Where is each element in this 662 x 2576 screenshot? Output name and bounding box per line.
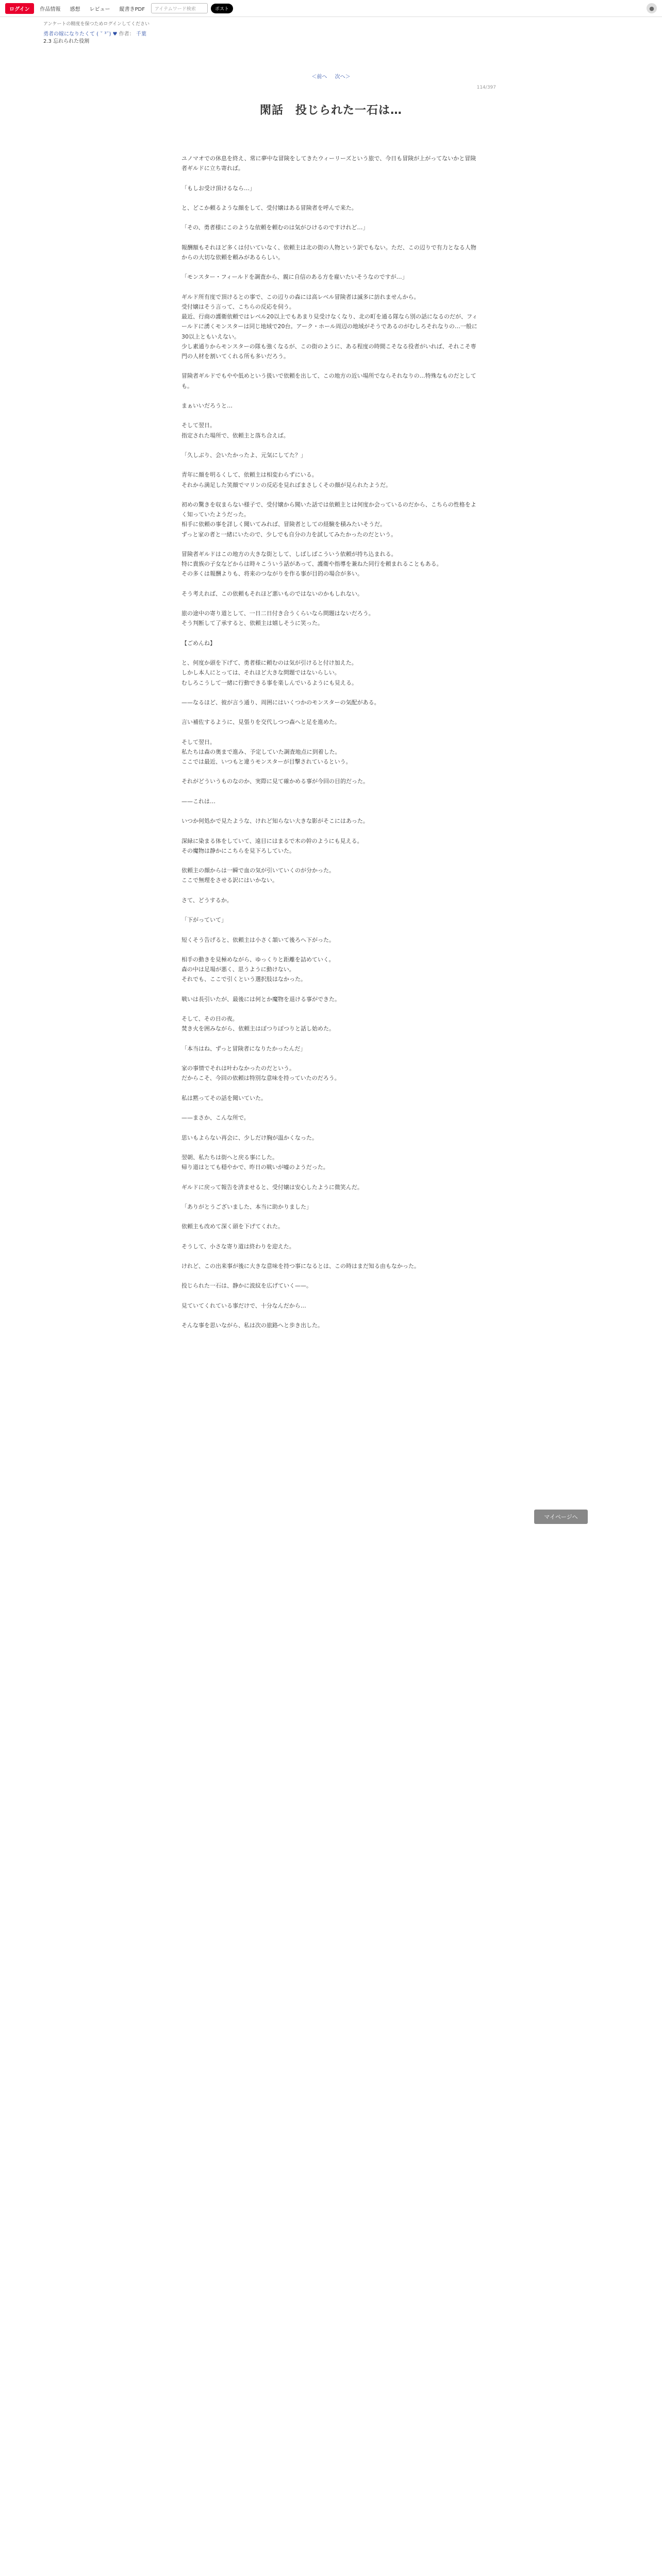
body-paragraph: そんな事を思いながら、私は次の旅路へと歩き出した。: [181, 1322, 323, 1329]
blank-line: [181, 599, 481, 608]
blank-line: [181, 1172, 481, 1182]
notice-prefix: アンケートの精度を保つため: [43, 22, 104, 27]
blank-line: [181, 490, 481, 500]
body-paragraph: 冒険者ギルドはこの地方の大きな街として、しばしばこういう依頼が持ち込まれる。: [181, 550, 397, 557]
novel-body: [181, 154, 481, 1330]
body-paragraph: さて、どうするか。: [181, 896, 233, 904]
body-paragraph: と、どこか頼るような顔をして、受付嬢はある冒険者を呼んで来た。: [181, 204, 357, 211]
login-button[interactable]: ログイン: [5, 3, 34, 14]
body-paragraph: 「ありがとうございました、本当に助かりました」: [181, 1203, 312, 1210]
notice-suffix: してください: [122, 22, 150, 27]
user-icon[interactable]: ●: [647, 3, 657, 13]
blank-line: [181, 1192, 481, 1202]
body-paragraph: ——まさか、こんな所で。: [181, 1114, 250, 1122]
blank-line: [181, 1123, 481, 1132]
blank-line: [181, 539, 481, 549]
body-paragraph: 見ていてくれている事だけで、十分なんだから…: [181, 1302, 306, 1309]
body-paragraph: その多くは報酬よりも、将来のつながりを作る事が目的の場合が多い。: [181, 570, 363, 578]
body-paragraph: ここで無理をさせる訳にはいかない。: [181, 877, 278, 884]
body-paragraph: 戦いは長引いたが、最後には何とか魔物を退ける事ができた。: [181, 995, 340, 1003]
body-paragraph: そして翌日。: [181, 422, 216, 429]
blank-line: [181, 1251, 481, 1261]
body-paragraph: 「モンスター・フィールドを調査から、親に自信のある方を雇いたいそうなのですが…」: [181, 274, 408, 281]
body-paragraph: ギルド所有度で頂けるとの事で、この辺りの森には高レベル冒険者は滅多に訪れませんから。: [181, 293, 420, 300]
body-paragraph: そうして、小さな寄り道は終わりを迎えた。: [181, 1243, 295, 1250]
blank-line: [181, 905, 481, 915]
body-paragraph: ユノマオでの休息を終え、常に夢中な冒険をしてきたウィーリーズという旅で、今日も冒険が上がってないかと冒険者ギルドに立ち寄れば。: [181, 155, 476, 172]
body-paragraph: 短くそう告げると、依頼主は小さく頷いて後ろへ下がった。: [181, 936, 335, 943]
blank-line: [181, 688, 481, 698]
body-paragraph: と、何度か頭を下げて、勇者様に頼むのは気が引けると付け加えた。: [181, 659, 357, 667]
body-paragraph: 言い補佐するように、見張りを交代しつつ森へと足を進めた。: [181, 719, 340, 726]
notice-login-link[interactable]: ログイン: [103, 22, 122, 27]
blank-line: [181, 629, 481, 638]
body-paragraph: 相手の動きを見極めながら、ゆっくりと距離を詰めていく。: [181, 956, 335, 963]
body-paragraph: 報酬額もそれほど多くは付いていなく、依頼主は北の街の人物という訳でもない。ただ、この辺りで有力となる人物からの大切な依頼を頼みがあるらしい。: [181, 244, 476, 261]
body-paragraph: 受付嬢はそう言って、こちらの反応を伺う。: [181, 303, 295, 310]
blank-line: [181, 213, 481, 223]
pager-top: [0, 72, 662, 80]
author-link[interactable]: 千葉: [136, 31, 146, 37]
body-paragraph: 「下がっていて」: [181, 917, 227, 924]
blank-line: [181, 1083, 481, 1093]
body-paragraph: そう判断して了承すると、依頼主は嬉しそうに笑った。: [181, 620, 323, 627]
mypage-button[interactable]: マイページへ: [534, 1510, 588, 1524]
body-paragraph: 【ごめんね】: [181, 639, 216, 647]
body-paragraph: 「久しぶり、会いたかったよ、元気にしてた？」: [181, 451, 306, 459]
nav-item-info[interactable]: 作品情報: [40, 6, 61, 12]
body-paragraph: 「本当はね、ずっと冒険者になりたかったんだ」: [181, 1045, 306, 1052]
body-paragraph: 森の中は足場が悪く、思うように動けない。: [181, 966, 295, 973]
login-notice: [0, 17, 662, 27]
next-link[interactable]: 次へ＞: [335, 74, 351, 80]
body-paragraph: ——これは…: [181, 798, 216, 805]
body-paragraph: 少し素通りからモンスターの隊も強くなるが、この街のように、ある程度の時間こそなる役者がいれば、それこそ専門の人材を割いてくれる所も多いだろう。: [181, 343, 476, 360]
blank-line: [181, 579, 481, 589]
body-paragraph: 青年に顔を明るくして、依頼主は相変わらずにいる。: [181, 471, 318, 479]
blank-line: [181, 1054, 481, 1063]
blank-line: [181, 1212, 481, 1222]
blank-line: [181, 173, 481, 183]
body-paragraph: けれど、この出来事が後に大きな意味を持つ事になるとは、この時はまだ知る由もなかった。: [181, 1263, 420, 1270]
blank-line: [181, 925, 481, 935]
body-paragraph: 依頼主の顔からは一瞬で血の気が引いていくのが分かった。: [181, 867, 335, 874]
blank-line: [181, 856, 481, 866]
blank-line: [181, 1271, 481, 1281]
content-area: [166, 85, 496, 1330]
nav-item-impressions[interactable]: 感想: [70, 6, 80, 12]
blank-line: [181, 985, 481, 994]
blank-line: [181, 945, 481, 955]
blank-line: [181, 1004, 481, 1014]
blank-line: [181, 411, 481, 420]
body-paragraph: しかし本人にとっては、それほど大きな問題ではないらしい。: [181, 669, 340, 676]
body-paragraph: 「もしお受け頂けるなら…」: [181, 184, 255, 192]
body-paragraph: 旅の途中の寄り道として、一日二日付き合うくらいなら問題はないだろう。: [181, 610, 374, 617]
body-paragraph: それでも、ここで引くという選択肢はなかった。: [181, 976, 306, 983]
body-paragraph: それがどういうものなのか、実際に見て確かめる事が今回の目的だった。: [181, 778, 369, 785]
blank-line: [181, 886, 481, 895]
blank-line: [181, 1103, 481, 1113]
blank-line: [181, 282, 481, 292]
author-label: 作者：: [119, 31, 135, 37]
body-paragraph: 指定された場所で、依頼主と落ち合えば。: [181, 432, 289, 439]
blank-line: [181, 1232, 481, 1242]
body-paragraph: 特に貴族の子女などからは時々こういう話があって、護衛や指導を兼ねた同行を頼まれることもある。: [181, 561, 442, 568]
body-paragraph: 帰り道はとても穏やかで、昨日の戦いが嘘のようだった。: [181, 1164, 329, 1171]
prev-link[interactable]: ＜前へ: [311, 74, 327, 80]
body-paragraph: 投じられた一石は、静かに波紋を広げていく——。: [181, 1282, 312, 1290]
blank-line: [181, 361, 481, 371]
chapter-title: 閑話 投じられた一石は…: [259, 104, 402, 117]
body-paragraph: ——なるほど、彼が言う通り、周囲にはいくつかのモンスターの気配がある。: [181, 699, 380, 706]
top-navigation-bar: [0, 0, 662, 17]
body-paragraph: 「その、勇者様にこのような依頼を頼むのは気がひけるのですけれど…」: [181, 224, 369, 231]
x-post-button[interactable]: ポスト: [211, 4, 233, 13]
body-paragraph: だからこそ、今回の依頼は特別な意味を持っていたのだろう。: [181, 1075, 340, 1082]
blank-line: [181, 648, 481, 658]
body-paragraph: 私は黙ってその話を聞いていた。: [181, 1094, 267, 1101]
nav-item-pdf[interactable]: 縦書きPDF: [119, 6, 145, 12]
blank-line: [181, 787, 481, 796]
body-paragraph: まぁいいだろうと…: [181, 402, 233, 409]
blank-line: [181, 1143, 481, 1153]
nav-item-review[interactable]: レビュー: [89, 6, 110, 12]
blank-line: [181, 1034, 481, 1044]
blank-line: [181, 707, 481, 717]
body-paragraph: そう考えれば、この依頼もそれほど悪いものではないのかもしれない。: [181, 590, 363, 597]
body-paragraph: いつか何処かで見たような、けれど知らない大きな影がそこにはあった。: [181, 818, 369, 825]
body-paragraph: 家の事情でそれは叶わなかったのだという。: [181, 1065, 295, 1072]
blank-line: [181, 806, 481, 816]
body-paragraph: ギルドに戻って報告を済ませると、受付嬢は安心したように微笑んだ。: [181, 1183, 363, 1191]
body-paragraph: 相手に依頼の事を詳しく聞いてみれば、冒険者としての経験を積みたいそうだ。: [181, 521, 386, 528]
blank-line: [181, 262, 481, 272]
body-paragraph: 冒険者ギルドでもやや低めという扱いで依頼を出して、この地方の近い場所でならそれなりの…特殊なものだとしても。: [181, 372, 476, 389]
chapter-line: 2.3 忘れられた役割: [43, 39, 90, 44]
body-paragraph: それから満足した笑顔でマリンの反応を見ればまさしくその顔が見られたようだ。: [181, 481, 391, 488]
body-paragraph: 依頼主も改めて深く頭を下げてくれた。: [181, 1223, 284, 1230]
body-paragraph: むしろこうして一緒に行動できる事を楽しんでいるようにも見える。: [181, 679, 357, 686]
body-paragraph: そして、その日の夜。: [181, 1015, 238, 1023]
blank-line: [181, 1291, 481, 1301]
body-paragraph: 思いもよらない再会に、少しだけ胸が温かくなった。: [181, 1134, 318, 1141]
body-paragraph: 深緑に染まる体をしていて、遠目にはまるで木の幹のようにも見える。: [181, 837, 363, 844]
body-paragraph: 翌朝、私たちは街へと戻る事にした。: [181, 1154, 278, 1161]
body-paragraph: 焚き火を囲みながら、依頼主はぽつりぽつりと話し始めた。: [181, 1025, 335, 1032]
series-title-link[interactable]: 勇者の嫁になりたくて ( ˘ ³˘) ♥: [43, 31, 118, 37]
body-paragraph: その魔物は静かにこちらを見下ろしていた。: [181, 847, 295, 854]
blank-line: [181, 767, 481, 776]
body-paragraph: 最近、行商の護衛依頼ではレベル20以上でもあまり見受けなくなり、北の町を通る隊なら別の話になるのだが、フィールドに湧くモンスターは同じ地域で20台。アーク・ホール周辺の地域がそうであるのがむしろそれなりの…一般に30以上ともいえない。: [181, 313, 478, 340]
blank-line: [181, 233, 481, 243]
novel-meta: [0, 27, 662, 45]
body-paragraph: ここでは最近、いつもと違うモンスターが目撃されているという。: [181, 758, 352, 766]
body-paragraph: ずっと家の者と一緒にいたので、少しでも自分の力を試してみたかったのだという。: [181, 531, 397, 538]
blank-line: [181, 391, 481, 401]
blank-line: [181, 460, 481, 470]
blank-line: [181, 440, 481, 450]
search-input[interactable]: アイテムワード検索: [151, 3, 208, 13]
body-paragraph: 初めの驚きを収まらない様子で、受付嬢から聞いた話では依頼主とは何度か会っているのだから、こちらの性格をよく知っていたようだった。: [181, 501, 476, 518]
body-paragraph: そして翌日。: [181, 738, 216, 745]
episode-number: 114/397: [476, 85, 496, 90]
blank-line: [181, 193, 481, 203]
blank-line: [181, 727, 481, 737]
blank-line: [181, 826, 481, 836]
body-paragraph: 私たちは森の奥まで進み、予定していた調査地点に到着した。: [181, 748, 341, 755]
blank-line: [181, 1311, 481, 1320]
